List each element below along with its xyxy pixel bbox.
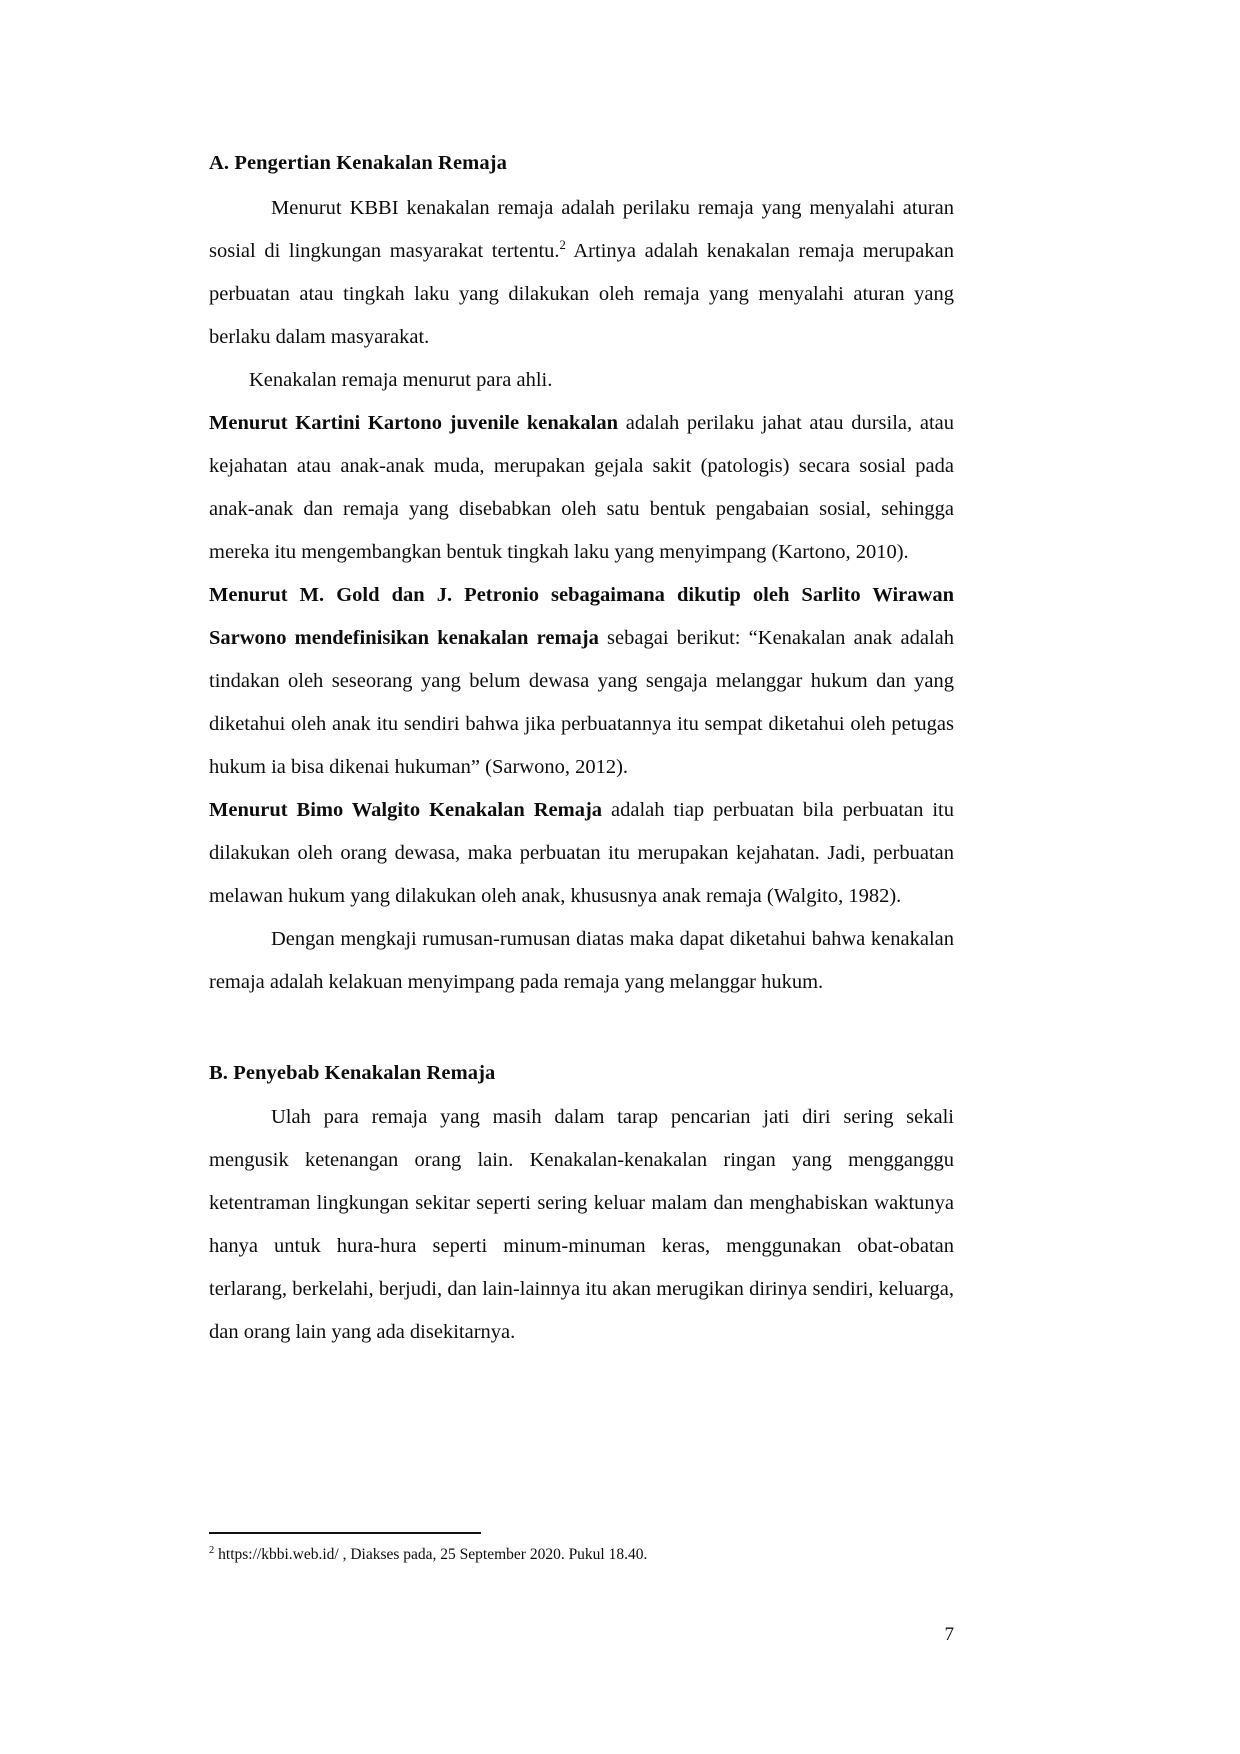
page-number: 7 <box>944 1624 954 1645</box>
paragraph-a-1-text-before-footnote: Menurut KBBI kenakalan remaja adalah perilaku remaja yang menyalahi aturan sosial di lingkungan masyarakat tertentu. <box>209 196 954 262</box>
footnote-content: https://kbbi.web.id/ , Diakses pada, 25 September 2020. Pukul 18.40. <box>214 1546 648 1563</box>
paragraph-b-1: Ulah para remaja yang masih dalam tarap pencarian jati diri sering sekali mengusik ketenangan orang lain. Kenakalan-kenakalan ringan yang mengganggu ketentraman lingkungan sekitar seperti sering keluar malam dan menghabiskan waktunya hanya untuk hura-hura seperti minum-minuman keras, menggunakan obat-obatan terlarang, berkelahi, berjudi, dan lain-lainnya itu akan merugikan dirinya sendiri, keluarga, dan orang lain yang ada disekitarnya. <box>209 1106 954 1344</box>
footnote-separator-rule <box>209 1532 481 1534</box>
paragraph-a-3-body: adalah perilaku jahat atau dursila, atau kejahatan atau anak-anak muda, merupakan gejala sakit (patologis) secara sosial pada anak-anak dan remaja yang disebabkan oleh satu bentuk pengabaian sosial, sehingga mereka itu mengembangkan bentuk tingkah laku yang menyimpang (Kartono, 2010). <box>209 411 954 563</box>
paragraph-a-6: Dengan mengkaji rumusan-rumusan diatas maka dapat diketahui bahwa kenakalan remaja adalah kelakuan menyimpang pada remaja yang melanggar hukum. <box>209 927 954 993</box>
section-spacer <box>209 1004 954 1060</box>
section-b-heading: B. Penyebab Kenakalan Remaja <box>209 1061 496 1084</box>
paragraph-a-5-lead: Menurut Bimo Walgito Kenakalan Remaja <box>209 798 603 821</box>
paragraph-a-1 <box>209 187 954 359</box>
paragraph-a-3 <box>209 402 954 574</box>
page-content <box>209 150 954 1354</box>
paragraph-a-3-lead: Menurut Kartini Kartono juvenile kenakalan <box>209 411 618 434</box>
section-a-heading: A. Pengertian Kenakalan Remaja <box>209 152 507 174</box>
paragraph-a-4-body: sebagai berikut: “Kenakalan anak adalah tindakan oleh seseorang yang belum dewasa yang sengaja melanggar hukum dan yang diketahui oleh anak itu sendiri bahwa jika perbuatannya itu sempat diketahui oleh petugas hukum ia bisa dikenai hukuman” (Sarwono, 2012). <box>209 626 954 778</box>
paragraph-a-5 <box>209 789 954 918</box>
footnote-reference-2[interactable]: 2 <box>559 237 566 252</box>
paragraph-a-1-text-after-footnote: Artinya adalah kenakalan remaja merupakan perbuatan atau tingkah laku yang dilakukan oleh remaja yang menyalahi aturan yang berlaku dalam masyarakat. <box>209 239 954 348</box>
paragraph-a-2: Kenakalan remaja menurut para ahli. <box>249 368 553 391</box>
paragraph-a-4 <box>209 574 954 789</box>
footnote-entry <box>209 1543 954 1566</box>
footnote-area <box>209 1532 954 1566</box>
paragraph-a-4-lead: Menurut M. Gold dan J. Petronio sebagaimana dikutip oleh Sarlito Wirawan Sarwono mendefinisikan kenakalan remaja <box>209 583 954 649</box>
paragraph-a-5-body: adalah tiap perbuatan bila perbuatan itu dilakukan oleh orang dewasa, maka perbuatan itu merupakan kejahatan. Jadi, perbuatan melawan hukum yang dilakukan oleh anak, khususnya anak remaja (Walgito, 1982). <box>209 798 954 907</box>
footnote-number: 2 <box>209 1544 215 1556</box>
